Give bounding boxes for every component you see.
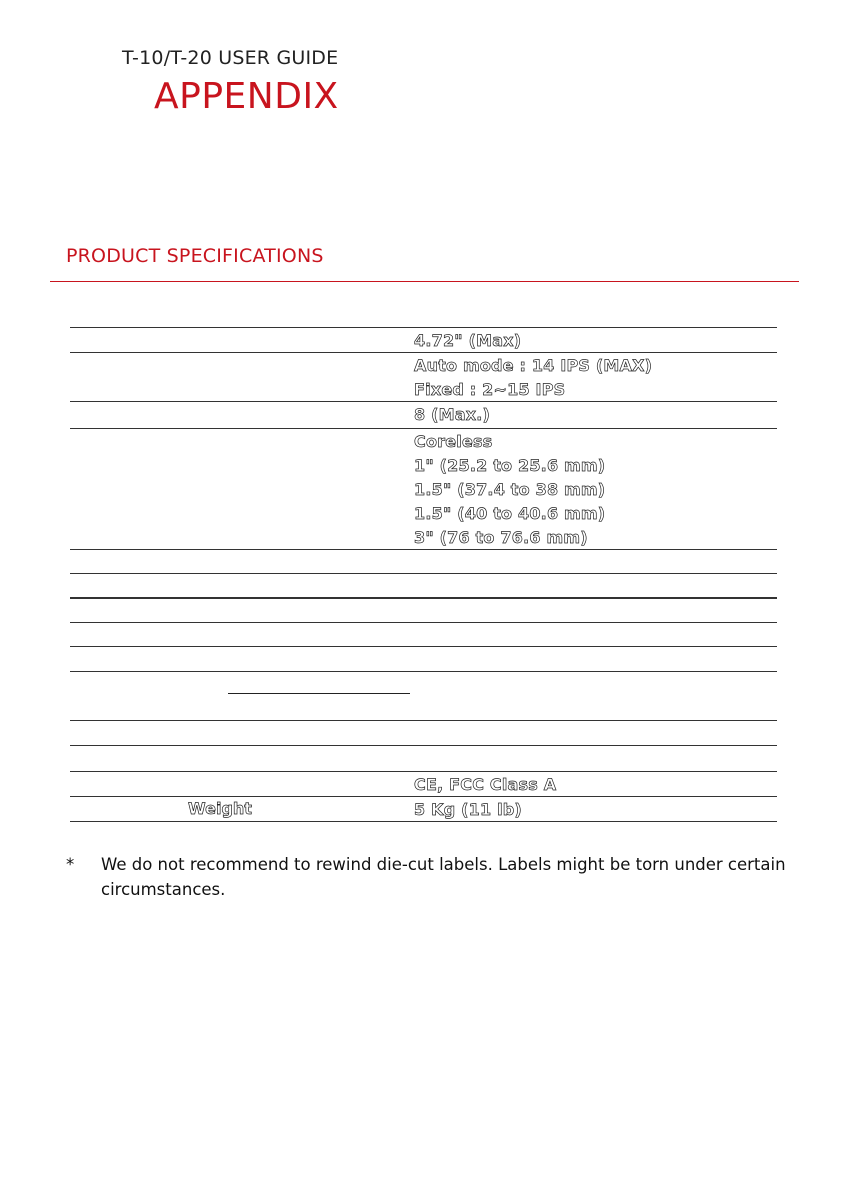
- spec-value: 3" (76 to 76.6 mm): [414, 528, 588, 547]
- spec-row-empty: [70, 597, 777, 622]
- footnote-text: We do not recommend to rewind die-cut labels. Labels might be torn under certain circumstances.: [101, 855, 786, 899]
- spec-value: CE, FCC Class A: [414, 775, 557, 794]
- spec-value: 1.5" (37.4 to 38 mm): [414, 480, 606, 499]
- spec-row-agency: [70, 771, 777, 796]
- spec-table: [70, 327, 777, 822]
- spec-row-empty: [70, 745, 777, 771]
- spec-row-empty: [70, 549, 777, 573]
- spec-row-empty-underlined: [70, 671, 777, 720]
- spec-value: Coreless: [414, 432, 493, 451]
- spec-value: 5 Kg (11 lb): [414, 800, 522, 819]
- spec-row-roll-diameter: [70, 401, 777, 428]
- spec-values: [414, 430, 605, 550]
- spec-values: [414, 773, 556, 797]
- spec-value: 1" (25.2 to 25.6 mm): [414, 456, 606, 475]
- spec-row-weight: [70, 796, 777, 822]
- spec-values: [414, 329, 521, 353]
- spec-values: [414, 354, 652, 402]
- spec-row-empty: [70, 720, 777, 745]
- spec-value: 8 (Max.): [414, 405, 491, 424]
- spec-row-empty: [70, 573, 777, 597]
- footnote-marker: *: [66, 855, 75, 874]
- spec-values: [414, 403, 490, 427]
- spec-row-empty: [70, 646, 777, 671]
- spec-value: 1.5" (40 to 40.6 mm): [414, 504, 606, 523]
- guide-title: T-10/T-20 USER GUIDE: [122, 47, 339, 69]
- spec-value: Auto mode : 14 IPS (MAX): [414, 356, 653, 375]
- spec-values: [414, 798, 522, 822]
- spec-value: 4.72" (Max): [414, 331, 522, 350]
- chapter-title: APPENDIX: [154, 76, 339, 117]
- spec-row-core-size: [70, 428, 777, 549]
- section-divider: [50, 281, 799, 282]
- section-title: PRODUCT SPECIFICATIONS: [66, 245, 324, 267]
- spec-label: Weight: [188, 799, 252, 818]
- spec-row-empty: [70, 622, 777, 646]
- spec-row-print-width: [70, 327, 777, 352]
- spec-row-print-speed: [70, 352, 777, 401]
- label-underline: [228, 693, 410, 694]
- spec-value: Fixed : 2~15 IPS: [414, 380, 566, 399]
